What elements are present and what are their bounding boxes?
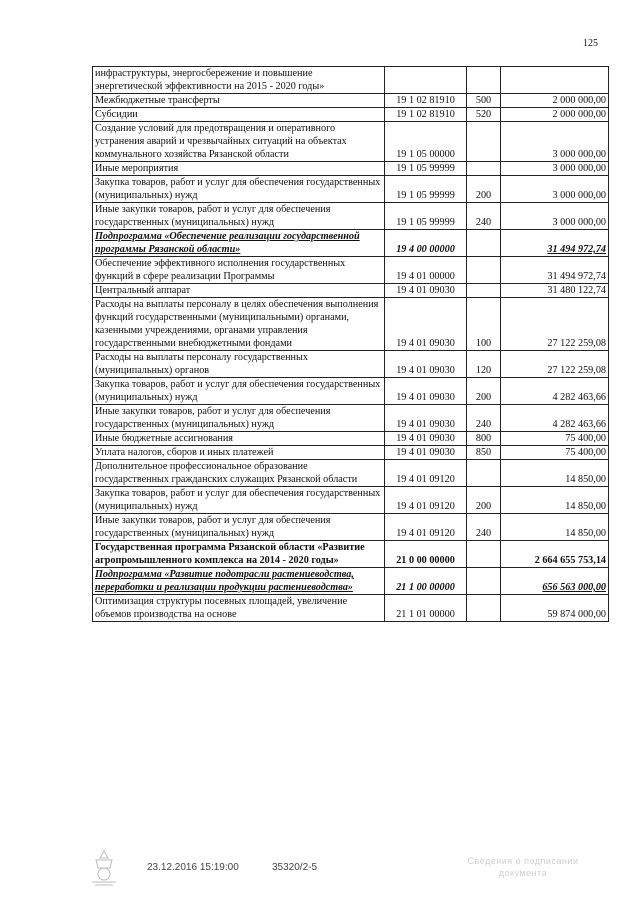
row-sum-cell: 3 000 000,00	[501, 122, 609, 162]
row-sum-cell: 2 664 655 753,14	[501, 541, 609, 568]
table-row	[93, 432, 609, 446]
row-name-cell: Дополнительное профессиональное образование государственных гражданских служащих Рязанской области	[93, 460, 385, 487]
row-sum-cell	[501, 67, 609, 94]
row-sum-cell: 2 000 000,00	[501, 94, 609, 108]
table-row	[93, 351, 609, 378]
row-type-cell: 500	[467, 94, 501, 108]
row-type-cell	[467, 230, 501, 257]
row-code-cell: 19 4 01 09120	[385, 487, 467, 514]
table-row	[93, 446, 609, 460]
row-type-cell: 240	[467, 514, 501, 541]
table-row	[93, 284, 609, 298]
row-type-cell	[467, 541, 501, 568]
row-code-cell: 19 1 05 99999	[385, 176, 467, 203]
signature-stamp-text	[448, 855, 598, 879]
table-row	[93, 541, 609, 568]
table-row	[93, 405, 609, 432]
row-sum-cell: 27 122 259,08	[501, 351, 609, 378]
row-type-cell: 520	[467, 108, 501, 122]
row-sum-cell: 4 282 463,66	[501, 405, 609, 432]
table-row	[93, 122, 609, 162]
row-type-cell	[467, 284, 501, 298]
row-code-cell: 19 4 01 09030	[385, 378, 467, 405]
row-code-cell: 19 4 01 09030	[385, 405, 467, 432]
row-sum-cell: 4 282 463,66	[501, 378, 609, 405]
row-sum-cell: 3 000 000,00	[501, 176, 609, 203]
row-type-cell	[467, 568, 501, 595]
row-type-cell: 240	[467, 405, 501, 432]
row-sum-cell: 75 400,00	[501, 432, 609, 446]
row-name-cell: Расходы на выплаты персоналу государственных (муниципальных) органов	[93, 351, 385, 378]
row-type-cell: 200	[467, 176, 501, 203]
row-code-cell: 19 4 01 09030	[385, 284, 467, 298]
row-name-cell: Расходы на выплаты персоналу в целях обеспечения выполнения функций государственными (муниципальными) органами, казенными учреждениями, органами управления государственными внебюджетными фондами	[93, 298, 385, 351]
row-code-cell: 19 1 02 81910	[385, 94, 467, 108]
seal-stamp	[86, 848, 122, 888]
row-name-cell: Подпрограмма «Развитие подотрасли растениеводства, переработки и реализации продукции растениеводства»	[93, 568, 385, 595]
row-name-cell: Иные бюджетные ассигнования	[93, 432, 385, 446]
row-code-cell: 19 4 01 09030	[385, 351, 467, 378]
row-name-cell: Иные закупки товаров, работ и услуг для обеспечения государственных (муниципальных) нужд	[93, 405, 385, 432]
row-sum-cell: 27 122 259,08	[501, 298, 609, 351]
table-row	[93, 460, 609, 487]
row-type-cell: 240	[467, 203, 501, 230]
row-type-cell: 200	[467, 378, 501, 405]
row-type-cell: 100	[467, 298, 501, 351]
row-code-cell: 19 4 01 09030	[385, 432, 467, 446]
row-code-cell	[385, 67, 467, 94]
footer-date: 23.12.2016 15:19:00	[147, 862, 239, 873]
row-sum-cell: 3 000 000,00	[501, 203, 609, 230]
row-code-cell: 19 1 05 00000	[385, 122, 467, 162]
row-sum-cell: 31 480 122,74	[501, 284, 609, 298]
row-sum-cell: 14 850,00	[501, 460, 609, 487]
row-name-cell: Иные закупки товаров, работ и услуг для обеспечения государственных (муниципальных) нужд	[93, 203, 385, 230]
table-row	[93, 378, 609, 405]
table-row	[93, 257, 609, 284]
row-name-cell: Подпрограмма «Обеспечение реализации государственной программы Рязанской области»	[93, 230, 385, 257]
row-code-cell: 21 1 01 00000	[385, 595, 467, 622]
row-code-cell: 19 4 00 00000	[385, 230, 467, 257]
row-sum-cell: 59 874 000,00	[501, 595, 609, 622]
row-name-cell: Центральный аппарат	[93, 284, 385, 298]
row-name-cell: Обеспечение эффективного исполнения государственных функций в сфере реализации Программы	[93, 257, 385, 284]
page-number: 125	[583, 38, 598, 49]
row-name-cell: Оптимизация структуры посевных площадей, увеличение объемов производства на основе	[93, 595, 385, 622]
table-row	[93, 595, 609, 622]
row-name-cell: Закупка товаров, работ и услуг для обеспечения государственных (муниципальных) нужд	[93, 378, 385, 405]
row-sum-cell: 14 850,00	[501, 514, 609, 541]
table-row	[93, 298, 609, 351]
table-row	[93, 230, 609, 257]
row-type-cell: 850	[467, 446, 501, 460]
row-code-cell: 21 0 00 00000	[385, 541, 467, 568]
row-name-cell: Межбюджетные трансферты	[93, 94, 385, 108]
row-code-cell: 21 1 00 00000	[385, 568, 467, 595]
row-type-cell: 800	[467, 432, 501, 446]
table-row	[93, 176, 609, 203]
row-type-cell	[467, 122, 501, 162]
budget-table	[92, 66, 609, 622]
row-type-cell	[467, 162, 501, 176]
row-type-cell	[467, 460, 501, 487]
table-row	[93, 108, 609, 122]
table-row	[93, 487, 609, 514]
row-name-cell: Иные закупки товаров, работ и услуг для обеспечения государственных (муниципальных) нужд	[93, 514, 385, 541]
row-name-cell: инфраструктуры, энергосбережение и повышение энергетической эффективности на 2015 - 2020 годы»	[93, 67, 385, 94]
row-name-cell: Государственная программа Рязанской области «Развитие агропромышленного комплекса на 2014 - 2020 годы»	[93, 541, 385, 568]
row-name-cell: Закупка товаров, работ и услуг для обеспечения государственных (муниципальных) нужд	[93, 487, 385, 514]
table-row	[93, 568, 609, 595]
row-sum-cell: 31 494 972,74	[501, 257, 609, 284]
row-sum-cell: 2 000 000,00	[501, 108, 609, 122]
row-code-cell: 19 4 01 09120	[385, 514, 467, 541]
row-sum-cell: 656 563 000,00	[501, 568, 609, 595]
row-code-cell: 19 4 01 00000	[385, 257, 467, 284]
row-name-cell: Иные мероприятия	[93, 162, 385, 176]
row-code-cell: 19 4 01 09120	[385, 460, 467, 487]
row-code-cell: 19 1 05 99999	[385, 162, 467, 176]
row-sum-cell: 14 850,00	[501, 487, 609, 514]
footer-doc-number: 35320/2-5	[272, 862, 318, 873]
table-row	[93, 514, 609, 541]
table-row	[93, 162, 609, 176]
row-name-cell: Создание условий для предотвращения и оперативного устранения аварий и чрезвычайных ситуаций на объектах коммунального хозяйства Рязанской области	[93, 122, 385, 162]
row-name-cell: Субсидии	[93, 108, 385, 122]
row-code-cell: 19 4 01 09030	[385, 298, 467, 351]
row-type-cell	[467, 67, 501, 94]
row-name-cell: Закупка товаров, работ и услуг для обеспечения государственных (муниципальных) нужд	[93, 176, 385, 203]
row-sum-cell: 31 494 972,74	[501, 230, 609, 257]
row-sum-cell: 75 400,00	[501, 446, 609, 460]
row-code-cell: 19 4 01 09030	[385, 446, 467, 460]
row-code-cell: 19 1 05 99999	[385, 203, 467, 230]
row-sum-cell: 3 000 000,00	[501, 162, 609, 176]
table-row	[93, 67, 609, 94]
table-row	[93, 94, 609, 108]
row-code-cell: 19 1 02 81910	[385, 108, 467, 122]
table-row	[93, 203, 609, 230]
row-type-cell: 200	[467, 487, 501, 514]
row-type-cell	[467, 595, 501, 622]
row-type-cell	[467, 257, 501, 284]
stamp-line-1: Сведения о подписании	[467, 856, 579, 866]
stamp-line-2: документа	[498, 868, 548, 878]
row-name-cell: Уплата налогов, сборов и иных платежей	[93, 446, 385, 460]
row-type-cell: 120	[467, 351, 501, 378]
